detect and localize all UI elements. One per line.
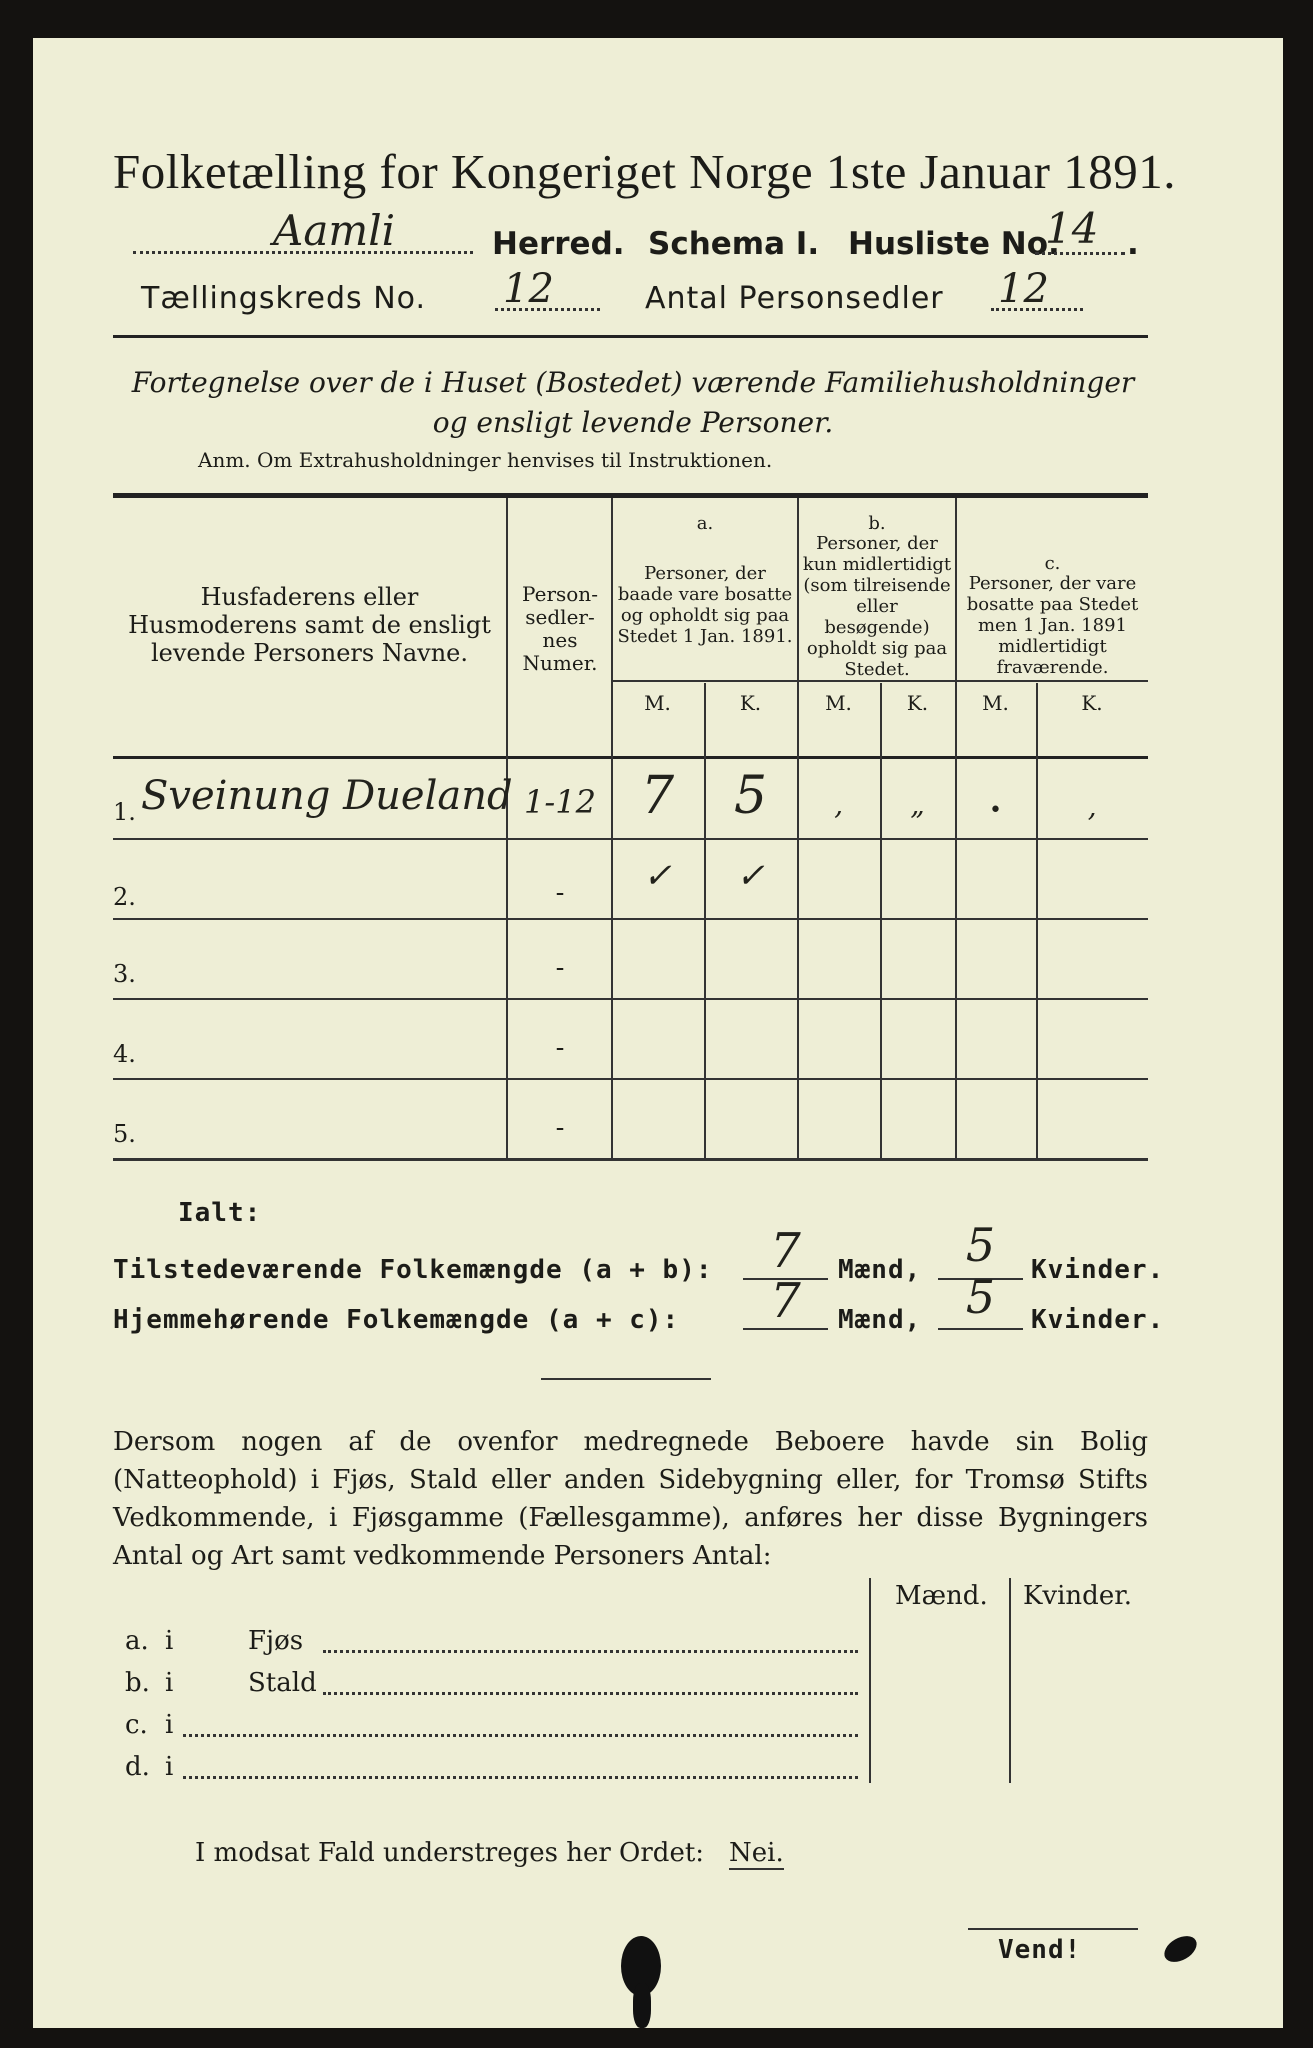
count-a-m: 7 [640,766,675,826]
personseddel-numer: - [555,953,565,983]
count-b-k: „ [910,788,925,821]
personseddel-numer: - [555,878,565,908]
col-maend-header: Mænd. [895,1581,988,1611]
col-header-numer: Person-sedler-nes Numer. [522,582,598,675]
maend-label-1: Mænd, [838,1255,922,1285]
husliste-number: 14 [1045,204,1099,253]
col-header-a: Personer, der baade vare bosatte og opholdt sig paa Stedet 1 Jan. 1891. [617,563,793,647]
col-kvinder-header: Kvinder. [1023,1581,1133,1611]
col-a-k: K. [739,691,762,715]
ink-blot [1160,1931,1201,1968]
tilstedevaerende-maend: 7 [770,1223,801,1279]
col-header-names: Husfaderens eller Husmoderens samt de ensligt levende Personers Navne. [128,583,491,667]
herred-name: Aamli [273,206,396,255]
husliste-label: Husliste No. [848,226,1060,262]
count-c-m: • [989,798,1002,823]
row-number: 1. [113,798,136,826]
section-divider [541,1378,711,1380]
personsedler-number: 12 [998,266,1049,312]
count-a-k: 5 [733,766,768,826]
col-header-c: Personer, der vare bosatte paa Stedet men 1 Jan. 1891 midlertidigt fraværende. [966,573,1139,678]
header-rule [113,335,1148,338]
personsedler-label: Antal Personsedler [645,281,944,316]
check-a-k: ✓ [736,856,765,896]
check-a-m: ✓ [643,856,672,896]
intro-text: Fortegnelse over de i Huset (Bostedet) værende Familiehusholdninger og ensligt levende Personer. [131,366,1135,439]
personseddel-numer: - [555,1033,565,1063]
tilstedevaerende-kvinder: 5 [965,1218,996,1272]
row-number: 5. [113,1120,136,1148]
household-name: Sveinung Dueland [141,773,513,819]
kvinder-label-1: Kvinder. [1031,1255,1165,1285]
maend-label-2: Mænd, [838,1305,922,1335]
count-c-k: ‚ [1087,790,1097,823]
row-number: 2. [113,883,136,911]
taellingskreds-number: 12 [503,266,554,312]
fjos-label: Fjøs [248,1626,304,1656]
stald-label: Stald [248,1668,317,1698]
buildings-paragraph: Dersom nogen af de ovenfor medregnede Beboere havde sin Bolig (Natteophold) i Fjøs, Stald eller anden Sidebygning eller, for Tromsø Stifts Vedkommende, i Fjøsgamme (Fællesgamme), anføres her disse Bygningers Antal og Art samt vedkommende Personers Antal: [113,1427,1148,1571]
table-header-rule [113,756,1148,759]
col-b-k: K. [906,691,929,715]
census-form-page: Folketælling for Kongeriget Norge 1ste Januar 1891. Aamli Herred. Schema I. Husliste No. 14 . Tællingskreds No. 12 Antal Personsedler 12 Fortegnelse over de i Huset (Bostedet) værende Familiehusholdninger og ensligt levende Personer. Anm. Om Extrahusholdninger henvises til Instruktionen. Husfaderens eller Husmoderens samt de ensligt levende Personers Navne. Person-sedler-nes Numer. a. Personer, der baade vare bosatte og opholdt sig paa Stedet 1 Jan. 1891. b. Personer, der kun midlertidigt (som tilreisende eller besøgende) opholdt sig paa Stedet. c. Personer, der vare bosatte paa Stedet men 1 Jan. 1891 midlertidigt fraværende. M. K. M. K. M. K. 1. Sveinung Dueland 1-12 7 5 ‚ „ • ‚ 2. - ✓ ✓ 3. - 4. - 5. - Ialt: Tilstedeværende Folkemængde (a + b): 7 Mænd, 5 Kvinder. Hjemmehørende Folkemængde (a + c): 7 Mænd, 5 Kvinder. Dersom nogen af de ovenfor medregnede Beboere havde sin Bolig (Natteophold) i Fjøs, Stald eller anden Sidebygning eller, for Tromsø Stifts Vedkommende, i Fjøsgamme (Fællesgamme), anføres her disse Bygningers Antal og Art samt vedkommende Personers Antal: Mænd. Kvinder. a. i Fjøs b. i Stald c. i d. i I modsat Fald understreges her Ordet: Nei. Vend! [33,38,1283,2028]
personseddel-numer: - [555,1113,565,1143]
kvinder-label-2: Kvinder. [1031,1305,1165,1335]
footer-instruction: I modsat Fald understreges her Ordet: [195,1838,705,1868]
vend-label: Vend! [998,1935,1082,1965]
col-c-m: M. [982,691,1009,715]
table-top-rule [113,493,1148,498]
row-number: 3. [113,960,136,988]
nei-word: Nei. [729,1838,784,1868]
taellingskreds-label: Tællingskreds No. [141,281,426,316]
col-header-b-letter: b. [868,513,886,534]
ink-blot [633,1983,651,2028]
col-c-k: K. [1081,691,1103,715]
col-b-m: M. [825,691,852,715]
form-title: Folketælling for Kongeriget Norge 1ste Januar 1891. [113,144,1176,199]
count-b-m: ‚ [834,788,843,821]
herred-label: Herred. [492,226,625,262]
col-header-b: Personer, der kun midlertidigt (som tilreisende eller besøgende) opholdt sig paa Stedet. [802,533,952,680]
row-number: 4. [113,1040,136,1068]
hjemmehorende-kvinder: 5 [965,1270,996,1324]
hjemmehorende-label: Hjemmehørende Folkemængde (a + c): [113,1305,680,1335]
personseddel-numer: 1-12 [524,783,596,821]
anm-note: Anm. Om Extrahusholdninger henvises til Instruktionen. [198,448,773,472]
tilstedevaerende-label: Tilstedeværende Folkemængde (a + b): [113,1255,713,1285]
schema-label: Schema I. [648,226,820,262]
col-header-c-letter: c. [1044,553,1061,574]
ialt-label: Ialt: [178,1198,262,1228]
hjemmehorende-maend: 7 [770,1273,801,1329]
col-header-a-letter: a. [696,513,714,534]
col-a-m: M. [644,691,671,715]
